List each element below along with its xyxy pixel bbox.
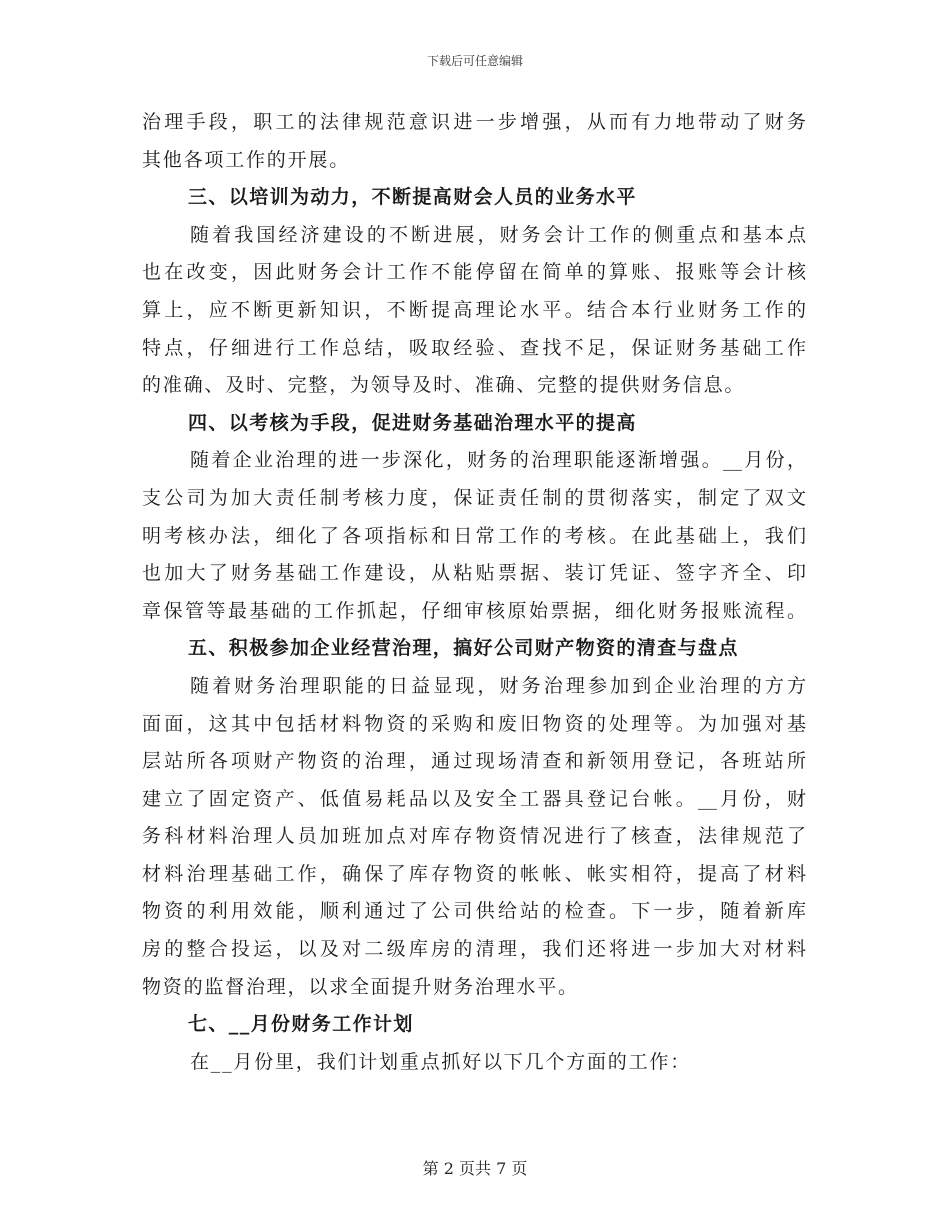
text-line: 层站所各项财产物资的治理，通过现场清查和新领用登记，各班站所 [142,750,806,773]
text-line: 其他各项工作的开展。 [142,148,351,171]
text-line: 算上，应不断更新知识，不断提高理论水平。结合本行业财务工作的 [142,298,806,321]
section-heading-4: 四、以考核为手段，促进财务基础治理水平的提高 [188,411,637,434]
text-line: 特点，仔细进行工作总结，吸取经验、查找不足，保证财务基础工作 [142,336,806,359]
section-heading-5: 五、积极参加企业经营治理，搞好公司财产物资的清查与盘点 [188,637,739,660]
text-line: 也在改变，因此财务会计工作不能停留在简单的算账、报账等会计核 [142,261,806,284]
text-line: 物资的监督治理，以求全面提升财务治理水平。 [142,975,579,998]
text-line: 随着我国经济建设的不断进展，财务会计工作的侧重点和基本点 [190,223,806,246]
text-line: 支公司为加大责任制考核力度，保证责任制的贯彻落实，制定了双文 [142,486,806,509]
text-line: 也加大了财务基础工作建设，从粘贴票据、装订凭证、签字齐全、印 [142,562,806,585]
text-line: 明考核办法，细化了各项指标和日常工作的考核。在此基础上，我们 [142,524,806,547]
text-line: 随着财务治理职能的日益显现，财务治理参加到企业治理的方方 [190,674,806,697]
paragraph-2 [142,217,806,405]
text-line: 物资的利用效能，顺利通过了公司供给站的检查。下一步，随着新库 [142,900,806,923]
text-line: 随着企业治理的进一步深化，财务的治理职能逐渐增强。__月份， [190,449,806,472]
text-line: 材料治理基础工作，确保了库存物资的帐帐、帐实相符，提高了材料 [142,862,806,885]
section-heading-3: 三、以培训为动力，不断提高财会人员的业务水平 [188,186,637,209]
paragraph-1 [142,104,806,179]
paragraph-4 [142,668,806,1006]
text-line: 的准确、及时、完整，为领导及时、准确、完整的提供财务信息。 [142,374,746,397]
paragraph-3 [142,442,806,630]
text-line: 章保管等最基础的工作抓起，仔细审核原始票据，细化财务报账流程。 [142,599,806,622]
text-line: 房的整合投运，以及对二级库房的清理，我们还将进一步加大对材料 [142,938,806,961]
text-line: 建立了固定资产、低值易耗品以及安全工器具登记台帐。__月份，财 [142,787,806,810]
text-line: 在__月份里，我们计划重点抓好以下几个方面的工作： [190,1050,692,1073]
section-heading-7: 七、__月份财务工作计划 [188,1013,414,1036]
text-line: 务科材料治理人员加班加点对库存物资情况进行了核查，法律规范了 [142,825,806,848]
page-number: 第 2 页共 7 页 [422,1159,528,1178]
document-body [142,104,806,1081]
paragraph-5 [142,1044,806,1082]
text-line: 治理手段，职工的法律规范意识进一步增强，从而有力地带动了财务 [142,111,806,133]
page-header: 下载后可任意编辑 [426,54,523,68]
text-line: 面面，这其中包括材料物资的采购和废旧物资的处理等。为加强对基 [142,712,806,735]
